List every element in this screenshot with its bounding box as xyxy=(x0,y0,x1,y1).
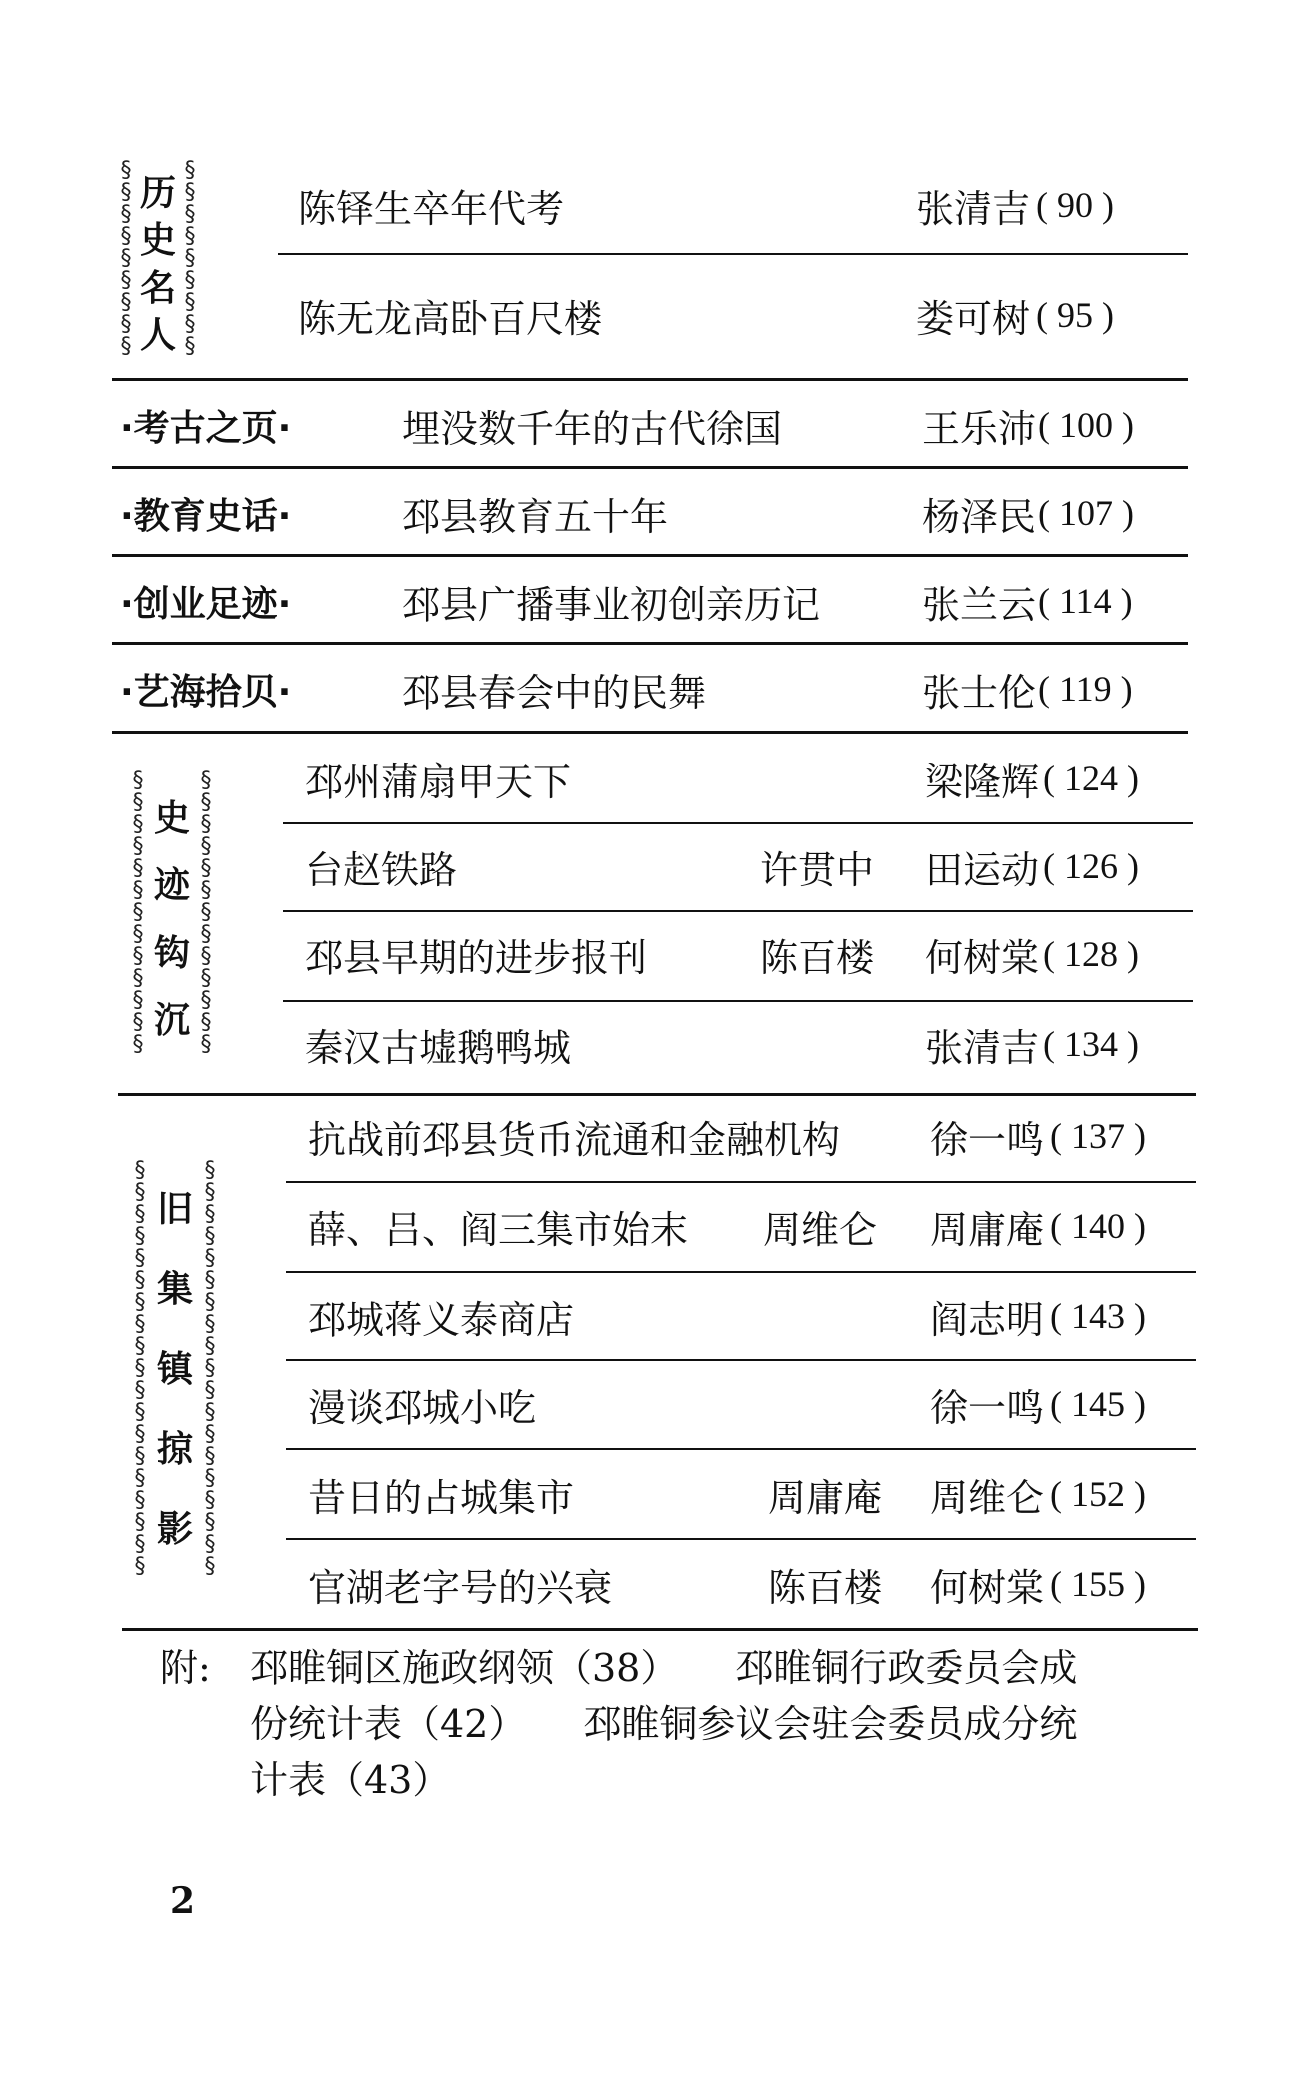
entry-title: 陈铎生卒年代考 xyxy=(298,186,565,231)
entry-title: 邳县春会中的民舞 xyxy=(402,670,707,715)
entry-page: ( 107 ) xyxy=(1038,493,1134,533)
section-label-text: 史 迹 钩 沉 xyxy=(153,797,190,1042)
entry-author: 徐一鸣 xyxy=(930,1385,1045,1430)
section-label-text: 旧 集 镇 掠 影 xyxy=(156,1189,193,1550)
toc-entry[interactable] xyxy=(308,1374,1196,1434)
divider xyxy=(283,910,1193,912)
toc-entry[interactable] xyxy=(305,836,1193,896)
divider xyxy=(283,1000,1193,1002)
appendix-body xyxy=(250,1640,1200,1808)
entry-author: 娄可树 xyxy=(916,296,1031,341)
entry-author: 徐一鸣 xyxy=(930,1117,1045,1162)
entry-page: ( 95 ) xyxy=(1036,295,1114,335)
scroll-ornament-left: § § § § § § § § § § § § § § § § § § § xyxy=(133,1160,147,1579)
section-divider xyxy=(112,378,1188,381)
section-label: ·考古之页· xyxy=(120,407,292,449)
section-label-lishi xyxy=(118,160,198,370)
entry-author: 张清吉 xyxy=(925,1025,1040,1070)
section-label: ·艺海拾贝· xyxy=(120,671,292,713)
entry-author: 周维仑 xyxy=(930,1475,1045,1520)
entry-page: ( 152 ) xyxy=(1050,1474,1146,1514)
scroll-ornament-left: § § § § § § § § § § § § § xyxy=(131,770,145,1057)
section-label-shiji xyxy=(130,770,214,1070)
entry-page: ( 143 ) xyxy=(1050,1296,1146,1336)
scroll-ornament-left: § § § § § § § § § xyxy=(119,160,133,359)
toc-entry[interactable] xyxy=(308,1464,1196,1524)
divider xyxy=(286,1359,1196,1361)
entry-title: 埋没数千年的古代徐国 xyxy=(402,406,783,451)
toc-entry[interactable] xyxy=(305,924,1193,984)
entry-author: 张兰云 xyxy=(922,582,1037,627)
toc-entry[interactable] xyxy=(308,1286,1196,1346)
toc-entry[interactable] xyxy=(298,285,1188,345)
toc-entry[interactable] xyxy=(308,1196,1196,1256)
entry-page: ( 155 ) xyxy=(1050,1564,1146,1604)
section-divider xyxy=(112,554,1188,557)
entry-coauthor: 许贯中 xyxy=(760,847,875,892)
divider xyxy=(286,1448,1196,1450)
entry-author: 张士伦 xyxy=(922,670,1037,715)
section-divider xyxy=(118,1093,1196,1096)
toc-entry[interactable] xyxy=(305,1014,1193,1074)
scroll-ornament-right: § § § § § § § § § xyxy=(183,160,197,359)
section-divider xyxy=(112,731,1188,734)
entry-title: 漫谈邳城小吃 xyxy=(308,1385,537,1430)
entry-title: 邳县广播事业初创亲历记 xyxy=(402,582,821,627)
section-label: ·教育史话· xyxy=(120,495,292,537)
entry-page: ( 137 ) xyxy=(1050,1116,1146,1156)
entry-title: 抗战前邳县货币流通和金融机构 xyxy=(308,1117,841,1162)
entry-author: 何树棠 xyxy=(925,935,1040,980)
section-label-text: 历 史 名 人 xyxy=(139,172,176,357)
entry-page: ( 128 ) xyxy=(1043,934,1139,974)
entry-title: 官湖老字号的兴衰 xyxy=(308,1565,613,1610)
section-divider xyxy=(112,466,1188,469)
divider xyxy=(283,822,1193,824)
divider xyxy=(286,1538,1196,1540)
entry-author: 杨泽民 xyxy=(922,494,1037,539)
entry-page: ( 145 ) xyxy=(1050,1384,1146,1424)
appendix-line: 份统计表（42） 邳睢铜参议会驻会委员成分统 xyxy=(250,1702,1078,1746)
scroll-ornament-right: § § § § § § § § § § § § § § § § § § § xyxy=(203,1160,217,1579)
entry-title: 台赵铁路 xyxy=(305,847,458,892)
divider xyxy=(286,1181,1196,1183)
entry-author: 田运动 xyxy=(925,847,1040,892)
entry-title: 陈无龙高卧百尺楼 xyxy=(298,296,603,341)
page-number: 2 xyxy=(170,1880,196,1922)
entry-author: 阎志明 xyxy=(930,1297,1045,1342)
appendix-line: 计表（43） xyxy=(250,1758,451,1802)
section-divider xyxy=(112,642,1188,645)
toc-entry[interactable] xyxy=(112,395,1188,455)
section-label-jiujizhen xyxy=(132,1160,218,1580)
toc-entry[interactable] xyxy=(308,1106,1196,1166)
entry-title: 薛、吕、阎三集市始末 xyxy=(308,1207,689,1252)
toc-entry[interactable] xyxy=(112,571,1188,631)
entry-page: ( 134 ) xyxy=(1043,1024,1139,1064)
entry-title: 邳县教育五十年 xyxy=(402,494,669,539)
entry-page: ( 114 ) xyxy=(1038,581,1133,621)
entry-title: 秦汉古墟鹅鸭城 xyxy=(305,1025,572,1070)
entry-page: ( 100 ) xyxy=(1038,405,1134,445)
appendix-line: 邳睢铜区施政纲领（38） 邳睢铜行政委员会成 xyxy=(250,1646,1078,1690)
toc-entry[interactable] xyxy=(112,659,1188,719)
entry-coauthor: 陈百楼 xyxy=(768,1565,883,1610)
entry-author: 梁隆辉 xyxy=(925,759,1040,804)
entry-page: ( 126 ) xyxy=(1043,846,1139,886)
entry-title: 邳县早期的进步报刊 xyxy=(305,935,648,980)
toc-entry[interactable] xyxy=(308,1554,1196,1614)
entry-page: ( 90 ) xyxy=(1036,185,1114,225)
appendix-lead: 附: xyxy=(160,1646,211,1690)
entry-title: 邳城蒋义泰商店 xyxy=(308,1297,575,1342)
entry-title: 邳州蒲扇甲天下 xyxy=(305,759,572,804)
entry-page: ( 140 ) xyxy=(1050,1206,1146,1246)
section-divider xyxy=(122,1628,1198,1631)
toc-entry[interactable] xyxy=(298,175,1188,235)
entry-author: 王乐沛 xyxy=(922,406,1037,451)
toc-entry[interactable] xyxy=(112,483,1188,543)
scroll-ornament-right: § § § § § § § § § § § § § xyxy=(199,770,213,1057)
entry-coauthor: 陈百楼 xyxy=(760,935,875,980)
entry-coauthor: 周庸庵 xyxy=(768,1475,883,1520)
entry-author: 何树棠 xyxy=(930,1565,1045,1610)
entry-coauthor: 周维仑 xyxy=(763,1207,878,1252)
entry-author: 周庸庵 xyxy=(930,1207,1045,1252)
divider xyxy=(286,1271,1196,1273)
section-label: ·创业足迹· xyxy=(120,583,292,625)
entry-author: 张清吉 xyxy=(916,186,1031,231)
divider xyxy=(278,253,1188,255)
entry-page: ( 124 ) xyxy=(1043,758,1139,798)
entry-page: ( 119 ) xyxy=(1038,669,1133,709)
toc-entry[interactable] xyxy=(305,748,1193,808)
entry-title: 昔日的占城集市 xyxy=(308,1475,575,1520)
